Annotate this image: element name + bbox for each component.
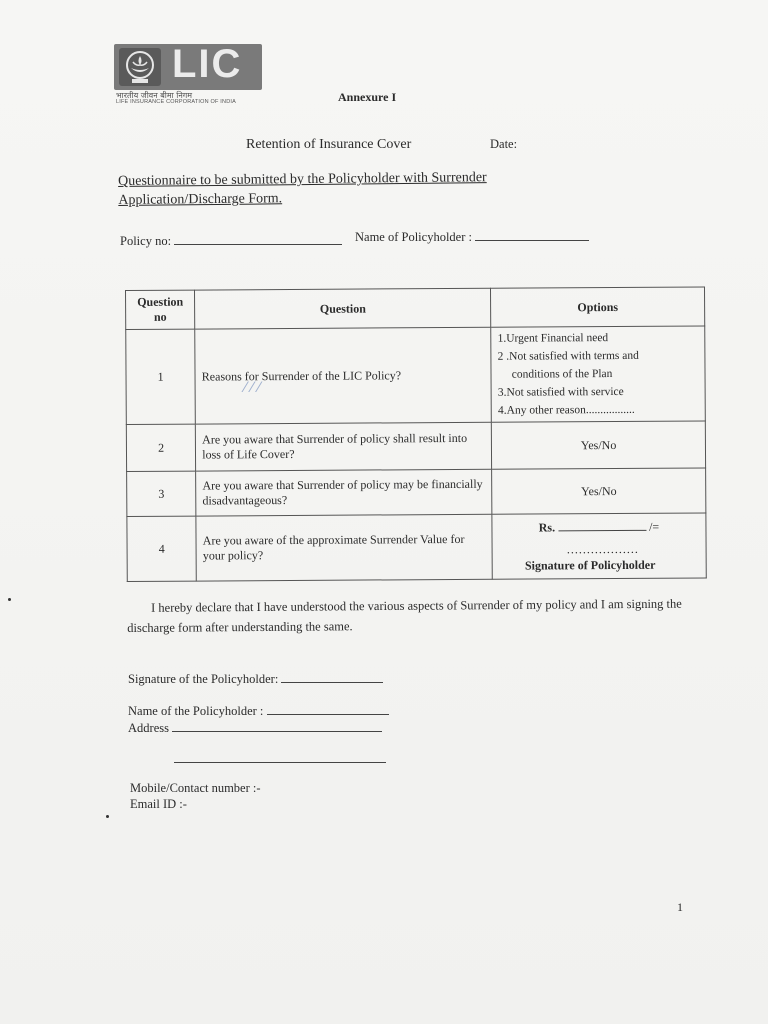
scan-speck xyxy=(106,815,109,818)
policy-no-field[interactable] xyxy=(174,232,342,245)
option-item[interactable]: 4.Any other reason................. xyxy=(497,403,635,417)
email-row xyxy=(130,797,187,812)
policy-no-row xyxy=(120,232,342,249)
policyholder-signature-label: Signature of Policyholder xyxy=(524,557,656,573)
header-options: Options xyxy=(491,287,705,327)
logo-hindi-text: भारतीय जीवन बीमा निगम xyxy=(116,91,193,100)
logo-english-text: LIFE INSURANCE CORPORATION OF INDIA xyxy=(116,99,236,105)
rs-suffix: /= xyxy=(649,519,660,534)
signature-dots: .................. xyxy=(566,541,639,557)
policy-no-label: Policy no: xyxy=(120,234,172,248)
surrender-value-field[interactable] xyxy=(558,518,646,532)
rs-label: Rs. xyxy=(538,520,556,535)
lic-logo xyxy=(114,44,262,106)
date-label: Date: xyxy=(490,137,518,151)
options-cell xyxy=(491,326,705,422)
name-label: Name of the Policyholder : xyxy=(128,704,264,718)
declaration-text: I hereby declare that I have understood the various aspects of Surrender of my policy and I am signing the discharge form after understanding the same. xyxy=(127,596,682,635)
question-text: Are you aware of the approximate Surrender Value for your policy? xyxy=(196,514,492,581)
header-question: Question xyxy=(195,288,491,329)
address-label: Address xyxy=(128,721,169,735)
question-text: Reasons for Surrender of the LIC Policy? xyxy=(195,327,492,424)
page-number: 1 xyxy=(677,900,683,914)
option-item[interactable]: 2 .Not satisfied with terms and xyxy=(497,349,639,363)
address-field[interactable] xyxy=(172,719,382,732)
logo-box xyxy=(114,44,262,90)
questionnaire-table xyxy=(125,286,707,582)
header-question-no: Question no xyxy=(126,290,195,329)
question-no: 4 xyxy=(127,516,197,581)
option-item[interactable]: 3.Not satisfied with service xyxy=(497,385,624,399)
option-item[interactable]: 1.Urgent Financial need xyxy=(497,332,609,345)
signature-row xyxy=(128,670,383,687)
email-label: Email ID :- xyxy=(130,797,187,811)
option-item-continued: conditions of the Plan xyxy=(511,368,613,381)
address-row xyxy=(128,719,382,736)
surrender-value-block xyxy=(499,517,700,574)
question-text: Are you aware that Surrender of policy shall result into loss of Life Cover? xyxy=(196,422,492,471)
table-row xyxy=(126,421,705,472)
annexure-label: Annexure I xyxy=(338,90,397,104)
question-no: 3 xyxy=(127,471,197,516)
signature-label: Signature of the Policyholder: xyxy=(128,672,279,686)
document-title: Retention of Insurance Cover xyxy=(246,137,412,152)
question-no: 1 xyxy=(126,329,196,424)
logo-brand-text: LIC xyxy=(172,42,243,86)
pen-mark: ⁄ ⁄ ⁄ xyxy=(244,380,260,396)
policyholder-name-field[interactable] xyxy=(475,228,589,241)
surrender-value-cell xyxy=(492,513,706,579)
policyholder-name-row xyxy=(355,228,589,245)
table-header-row xyxy=(126,287,705,330)
table-row xyxy=(127,513,706,582)
question-no: 2 xyxy=(126,424,196,471)
mobile-row xyxy=(130,781,261,796)
mobile-label: Mobile/Contact number :- xyxy=(130,781,261,795)
policyholder-name-label: Name of Policyholder : xyxy=(355,230,472,244)
table-row xyxy=(127,468,706,517)
name-row xyxy=(128,702,389,719)
address-row-2 xyxy=(174,750,386,767)
signature-field[interactable] xyxy=(281,670,383,683)
yes-no-answer[interactable]: Yes/No xyxy=(492,421,706,469)
name-field[interactable] xyxy=(267,702,389,715)
options-list xyxy=(497,328,698,419)
address-field-line-2[interactable] xyxy=(174,750,386,763)
question-text: Are you aware that Surrender of policy may be financially disadvantageous? xyxy=(196,469,492,516)
scan-speck xyxy=(8,598,11,601)
table-row xyxy=(126,326,706,425)
rs-row xyxy=(539,518,660,536)
questionnaire-heading: Questionnaire to be submitted by the Policyholder with Surrender Application/Discharge Form. xyxy=(118,170,487,208)
yes-no-answer[interactable]: Yes/No xyxy=(492,468,706,514)
lamp-emblem-icon xyxy=(119,48,161,86)
